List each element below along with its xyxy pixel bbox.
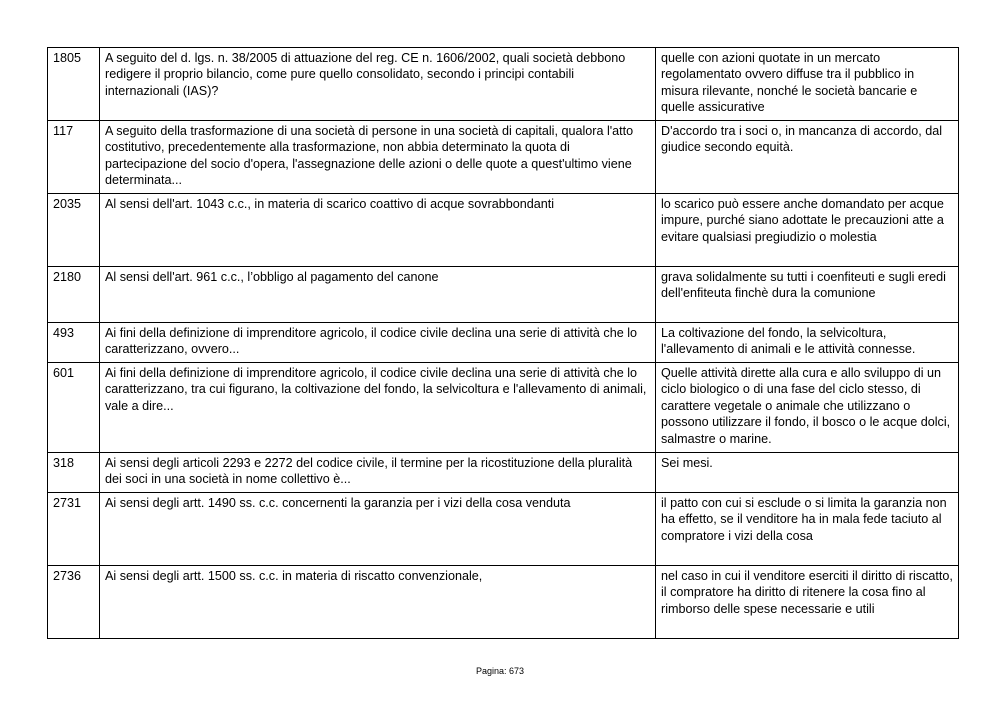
table-row: [48, 194, 959, 267]
question-cell: Ai fini della definizione di imprenditore agricolo, il codice civile declina una serie di attività che lo caratterizzano, tra cui figurano, la coltivazione del fondo, la selvicoltura e l'allevamento di animali, vale a dire...: [100, 363, 656, 453]
question-cell: Al sensi dell'art. 961 c.c., l’obbligo al pagamento del canone: [100, 267, 656, 323]
table-row: [48, 363, 959, 453]
answer-cell: Quelle attività dirette alla cura e allo sviluppo di un ciclo biologico o di una fase del ciclo stesso, di carattere vegetale o animale che utilizzano o possono utilizzare il fondo, il bosco o le acque dolci, salmastre o marine.: [656, 363, 959, 453]
question-cell: A seguito della trasformazione di una società di persone in una società di capitali, qualora l'atto costitutivo, precedentemente alla trasformazione, non abbia determinato la quota di partecipazione del socio d'opera, l'assegnazione delle azioni o delle quote a quest'ultimo viene determinata...: [100, 121, 656, 194]
table-row: [48, 566, 959, 639]
answer-cell: il patto con cui si esclude o si limita la garanzia non ha effetto, se il venditore ha in mala fede taciuto al compratore i vizi della cosa: [656, 493, 959, 566]
row-id-cell: 1805: [48, 48, 100, 121]
row-id-cell: 2731: [48, 493, 100, 566]
row-id-cell: 601: [48, 363, 100, 453]
answer-cell: D'accordo tra i soci o, in mancanza di accordo, dal giudice secondo equità.: [656, 121, 959, 194]
question-cell: Al sensi dell'art. 1043 c.c., in materia di scarico coattivo di acque sovrabbondanti: [100, 194, 656, 267]
row-id-cell: 2736: [48, 566, 100, 639]
question-cell: Ai fini della definizione di imprenditore agricolo, il codice civile declina una serie di attività che lo caratterizzano, ovvero...: [100, 323, 656, 363]
page-number: Pagina: 673: [475, 666, 525, 676]
table-row: [48, 121, 959, 194]
row-id-cell: 2035: [48, 194, 100, 267]
table-row: [48, 493, 959, 566]
question-cell: Ai sensi degli artt. 1500 ss. c.c. in materia di riscatto convenzionale,: [100, 566, 656, 639]
answer-cell: nel caso in cui il venditore eserciti il diritto di riscatto, il compratore ha diritto di ritenere la cosa fino al rimborso delle spese necessarie e utili: [656, 566, 959, 639]
answer-cell: La coltivazione del fondo, la selvicoltura, l'allevamento di animali e le attività connesse.: [656, 323, 959, 363]
answer-cell: grava solidalmente su tutti i coenfiteuti e sugli eredi dell'enfiteuta finchè dura la comunione: [656, 267, 959, 323]
table-row: [48, 48, 959, 121]
row-id-cell: 493: [48, 323, 100, 363]
row-id-cell: 117: [48, 121, 100, 194]
table-row: [48, 323, 959, 363]
row-id-cell: 2180: [48, 267, 100, 323]
answer-cell: Sei mesi.: [656, 453, 959, 493]
question-cell: Ai sensi degli articoli 2293 e 2272 del codice civile, il termine per la ricostituzione della pluralità dei soci in una società in nome collettivo è...: [100, 453, 656, 493]
table-row: [48, 453, 959, 493]
row-id-cell: 318: [48, 453, 100, 493]
question-cell: A seguito del d. lgs. n. 38/2005 di attuazione del reg. CE n. 1606/2002, quali società debbono redigere il proprio bilancio, come pure quello consolidato, secondo i principi contabili internazionali (IAS)?: [100, 48, 656, 121]
table-row: [48, 267, 959, 323]
qa-table: [47, 47, 959, 639]
answer-cell: lo scarico può essere anche domandato per acque impure, purché siano adottate le precauzioni atte a evitare qualsiasi pregiudizio o molestia: [656, 194, 959, 267]
answer-cell: quelle con azioni quotate in un mercato regolamentato ovvero diffuse tra il pubblico in misura rilevante, nonché le società bancarie e quelle assicurative: [656, 48, 959, 121]
question-cell: Ai sensi degli artt. 1490 ss. c.c. concernenti la garanzia per i vizi della cosa venduta: [100, 493, 656, 566]
